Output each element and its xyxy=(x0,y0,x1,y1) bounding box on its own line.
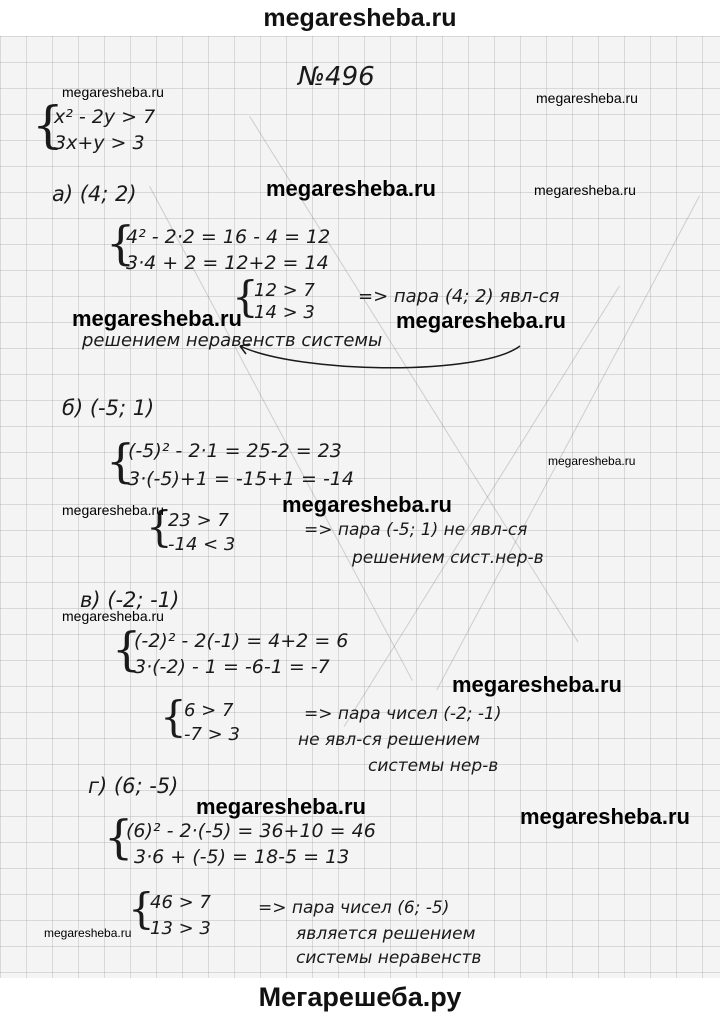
part-a-ineq-1: 12 > 7 xyxy=(254,280,315,301)
part-c-calc-2: 3·(-2) - 1 = -6-1 = -7 xyxy=(134,656,330,678)
part-d-conclusion-1: => пара чисел (6; -5) xyxy=(258,898,450,918)
watermark: megaresheba.ru xyxy=(282,492,452,517)
part-c-brace: { xyxy=(112,622,142,676)
part-a-conclusion-1: => пара (4; 2) явл-ся xyxy=(358,286,560,307)
notebook-page xyxy=(0,36,720,978)
watermark: megaresheba.ru xyxy=(62,608,164,624)
part-b-calc-2: 3·(-5)+1 = -15+1 = -14 xyxy=(128,468,354,490)
footer-site-title[interactable]: Мегарешеба.ру xyxy=(258,981,462,1012)
part-b-conclusion-2: решением сист.нер-в xyxy=(352,548,544,568)
bleed-line xyxy=(436,196,700,691)
part-b-ineq-brace: { xyxy=(146,502,173,551)
part-b-ineq-2: -14 < 3 xyxy=(168,534,236,555)
part-d-conclusion-2: является решением xyxy=(296,924,476,944)
part-a-calc-2: 3·4 + 2 = 12+2 = 14 xyxy=(126,252,329,274)
watermark: megaresheba.ru xyxy=(396,308,566,333)
part-a-brace: { xyxy=(106,216,136,270)
part-a-label: а) (4; 2) xyxy=(52,182,137,206)
watermark: megaresheba.ru xyxy=(44,926,132,940)
part-c-conclusion-3: системы нер-в xyxy=(368,756,499,776)
part-b-label: б) (-5; 1) xyxy=(62,396,155,420)
watermark: megaresheba.ru xyxy=(62,84,164,100)
watermark: megaresheba.ru xyxy=(536,90,638,106)
part-c-ineq-1: 6 > 7 xyxy=(184,700,234,721)
part-c-conclusion-1: => пара чисел (-2; -1) xyxy=(304,704,502,724)
part-d-ineq-brace: { xyxy=(128,884,155,933)
watermark: megaresheba.ru xyxy=(72,306,242,331)
part-b-brace: { xyxy=(106,434,136,488)
part-c-ineq-2: -7 > 3 xyxy=(184,724,240,745)
part-c-calc-1: (-2)² - 2(-1) = 4+2 = 6 xyxy=(134,630,349,652)
part-d-ineq-1: 46 > 7 xyxy=(150,892,211,913)
problem-number: №496 xyxy=(298,62,375,92)
watermark: megaresheba.ru xyxy=(520,804,690,829)
footer-bar xyxy=(0,978,720,1016)
watermark: megaresheba.ru xyxy=(548,454,636,468)
watermark: megaresheba.ru xyxy=(534,182,636,198)
header-bar xyxy=(0,0,720,36)
part-a-calc-1: 4² - 2·2 = 16 - 4 = 12 xyxy=(126,226,331,248)
part-c-label: в) (-2; -1) xyxy=(80,588,180,612)
system-inequality-1: x² - 2y > 7 xyxy=(54,106,156,128)
watermark: megaresheba.ru xyxy=(196,794,366,819)
part-d-ineq-2: 13 > 3 xyxy=(150,918,211,939)
watermark: megaresheba.ru xyxy=(62,502,164,518)
part-b-ineq-1: 23 > 7 xyxy=(168,510,229,531)
part-d-conclusion-3: системы неравенств xyxy=(296,948,482,968)
header-site-title[interactable]: megaresheba.ru xyxy=(263,3,457,32)
part-d-calc-2: 3·6 + (-5) = 18-5 = 13 xyxy=(134,846,350,868)
part-c-ineq-brace: { xyxy=(160,692,187,741)
part-b-conclusion-1: => пара (-5; 1) не явл-ся xyxy=(304,520,528,540)
watermark: megaresheba.ru xyxy=(266,176,436,201)
part-d-calc-1: (6)² - 2·(-5) = 36+10 = 46 xyxy=(126,820,376,842)
part-c-conclusion-2: не явл-ся решением xyxy=(298,730,480,750)
part-b-calc-1: (-5)² - 2·1 = 25-2 = 23 xyxy=(128,440,342,462)
system-inequality-2: 3x+y > 3 xyxy=(54,132,145,154)
part-d-brace: { xyxy=(104,810,134,864)
watermark: megaresheba.ru xyxy=(452,672,622,697)
system-brace: { xyxy=(32,96,64,154)
part-a-ineq-2: 14 > 3 xyxy=(254,302,315,323)
part-d-label: г) (6; -5) xyxy=(88,774,179,798)
part-a-swap-arrow xyxy=(220,336,540,376)
part-a-ineq-brace: { xyxy=(232,272,259,321)
part-a-conclusion-2: решением неравенств системы xyxy=(82,330,383,351)
